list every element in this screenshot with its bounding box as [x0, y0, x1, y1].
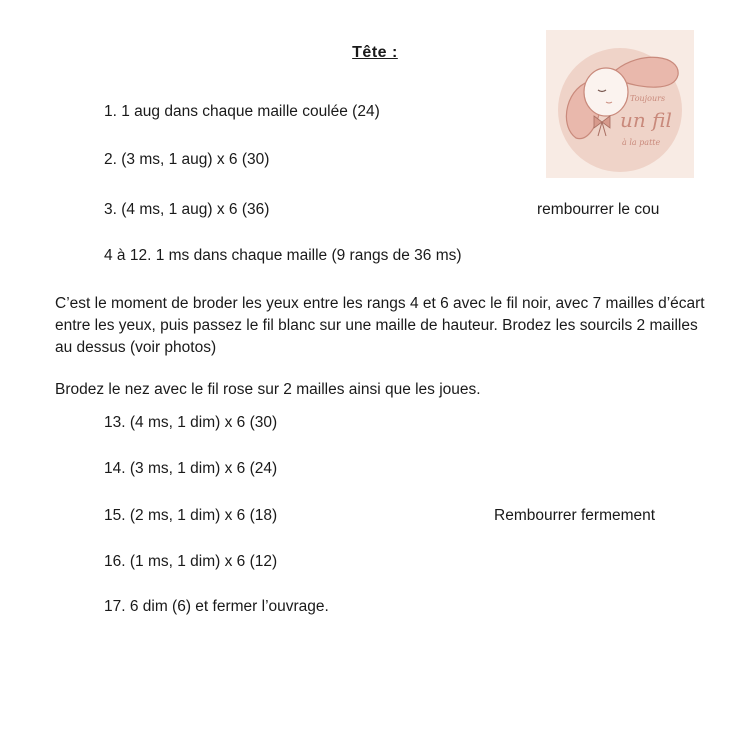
logo-text-main: un fil	[620, 108, 672, 132]
logo-text-bottom: à la patte	[622, 138, 661, 147]
instruction-paragraph: C’est le moment de broder les yeux entre les rangs 4 et 6 avec le fil noir, avec 7 mailles d’écart entre les yeux, puis passez le fil blanc sur une maille de hauteur. Brodez les sourcils 2 mailles au dessus (voir photos)	[55, 295, 705, 356]
round-line: 3. (4 ms, 1 aug) x 6 (36)	[104, 201, 270, 218]
brand-logo	[546, 30, 694, 178]
round-line: 15. (2 ms, 1 dim) x 6 (18)	[104, 507, 278, 524]
round-line: 2. (3 ms, 1 aug) x 6 (30)	[104, 151, 270, 168]
round-line: 14. (3 ms, 1 dim) x 6 (24)	[104, 460, 278, 477]
bunny-logo-icon	[546, 30, 694, 178]
section-title: Tête :	[352, 44, 398, 61]
logo-text-top: Toujours	[630, 94, 666, 103]
instruction-paragraph: Brodez le nez avec le fil rose sur 2 mailles ainsi que les joues.	[55, 381, 481, 398]
round-note: rembourrer le cou	[537, 201, 660, 218]
round-note: Rembourrer fermement	[494, 507, 656, 524]
round-line: 4 à 12. 1 ms dans chaque maille (9 rangs de 36 ms)	[104, 247, 462, 264]
round-line: 16. (1 ms, 1 dim) x 6 (12)	[104, 553, 278, 570]
round-line: 1. 1 aug dans chaque maille coulée (24)	[104, 103, 380, 120]
round-line: 17. 6 dim (6) et fermer l’ouvrage.	[104, 598, 329, 615]
round-line: 13. (4 ms, 1 dim) x 6 (30)	[104, 414, 278, 431]
